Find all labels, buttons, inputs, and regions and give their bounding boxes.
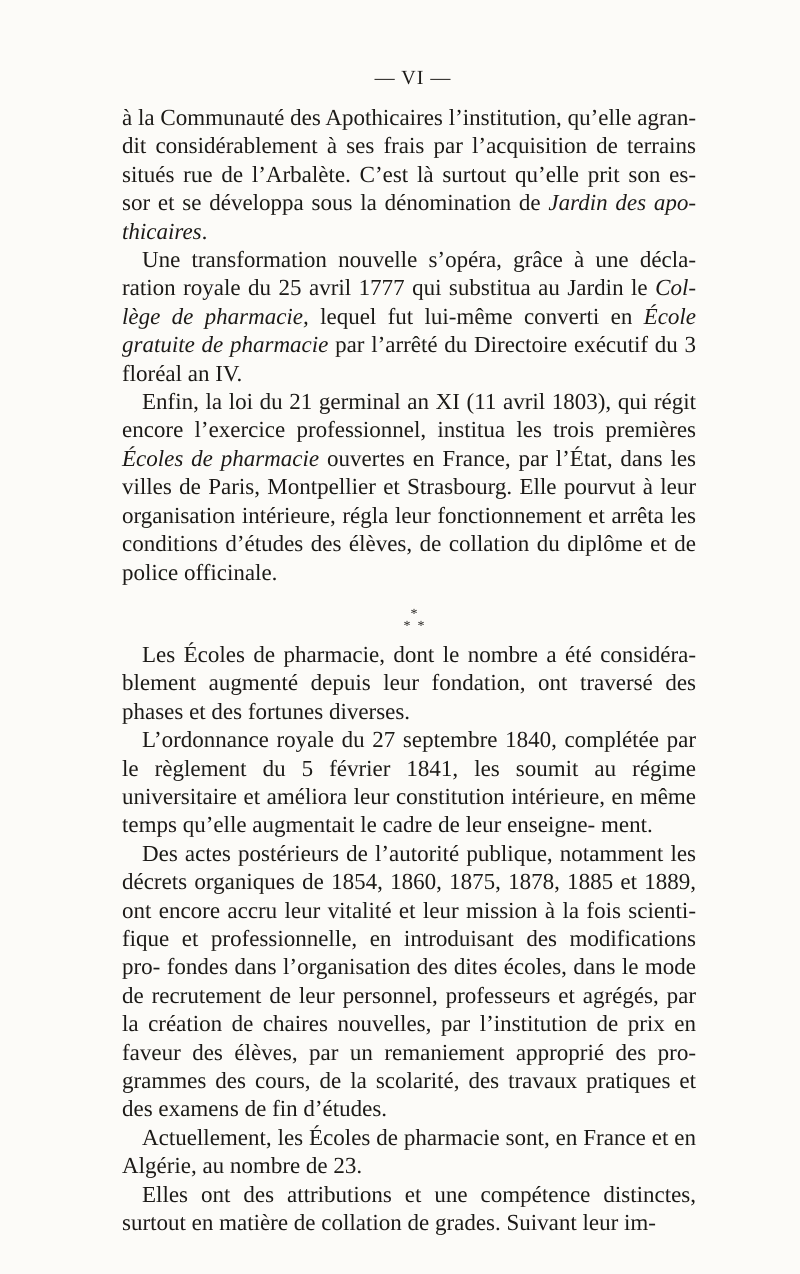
line: ration royale du 25 avril 1777 qui substitua au Jardin le (122, 275, 656, 301)
page-number: — VI — (374, 67, 452, 89)
line: blement augmenté depuis leur fondation, ont traversé des (122, 670, 696, 696)
line: L’ordonnance royale du 27 septembre 1840, complétée (142, 727, 659, 753)
line: et des examens de fin d’études. (122, 1068, 696, 1122)
italic-title: gratuite de pharmacie (122, 332, 329, 358)
paragraph-3 (122, 388, 696, 587)
italic-title: École (643, 303, 696, 329)
line: encore l’exercice professionnel, institua les trois premières (122, 417, 696, 443)
paragraph-7 (122, 1124, 696, 1181)
line: recrutement de leur personnel, professeurs et agrégés, par (151, 982, 696, 1008)
line: organisation intérieure, régla leur fonctionnement et arrêta (122, 502, 664, 528)
italic-title: Col- (655, 275, 696, 301)
line: par le règlement du 5 février 1841, les soumit au régime (122, 727, 697, 781)
line: de police officinale. (122, 531, 696, 585)
line: les décrets organiques de 1854, 1860, 1875, 1878, 1885 et 1889, (122, 840, 697, 895)
line: sor et se développa sous la dénomination de (122, 190, 549, 216)
line: phases et des fortunes diverses. (122, 698, 411, 724)
paragraph-1 (122, 104, 696, 246)
paragraph-2 (122, 246, 696, 388)
line: grammes des cours, de la scolarité, des travaux pratiques (122, 1068, 671, 1093)
line: . (201, 218, 208, 244)
line: surtout en matière de collation de grades. Suivant leur im- (122, 1210, 656, 1236)
line: 3 floréal an IV. (122, 332, 697, 386)
line: à la Communauté des Apothicaires l’institution, qu’elle agran- (122, 105, 696, 130)
line: Elles ont des attributions et une compétence distinctes, (142, 1181, 696, 1207)
line: faveur des élèves, par un remaniement approprié des pro- (122, 1039, 696, 1065)
line: Actuellement, les Écoles de pharmacie sont, en France et (142, 1124, 669, 1150)
line: par l’arrêté du Directoire exécutif du (328, 332, 678, 358)
paragraph-4 (122, 641, 696, 726)
italic-title: thicaires (122, 218, 202, 244)
line: les conditions d’études des élèves, de collation du diplôme et (122, 502, 697, 557)
line: villes de Paris, Montpellier et Strasbourg. Elle pourvut à leur (122, 474, 696, 500)
paragraph-6 (122, 840, 696, 1124)
paragraph-8 (122, 1181, 696, 1238)
italic-title: lège de pharmacie, (122, 303, 309, 329)
book-page (122, 64, 696, 1237)
asterisk-bottom: * * (403, 618, 425, 634)
line: situés rue de l’Arbalète. C’est là surtout qu’elle prit son es- (122, 161, 696, 187)
line: en Algérie, au nombre de 23. (122, 1124, 697, 1179)
line: Une transformation nouvelle s’opéra, grâce à une décla- (142, 247, 696, 273)
line: Enfin, la loi du 21 germinal an XI (11 avril 1803), qui régit (142, 389, 696, 415)
italic-title: Jardin des apo- (548, 190, 697, 216)
line: même temps qu’elle augmentait le cadre de leur enseigne- (122, 783, 697, 838)
line: fique et professionnelle, en introduisant des modifications pro- (122, 925, 696, 980)
line: la création de chaires nouvelles, par l’institution de prix en (122, 1011, 696, 1037)
italic-title: Écoles de pharmacie (122, 445, 320, 471)
line: ment. (600, 812, 653, 838)
section-separator-asterism (132, 587, 696, 641)
line: lequel fut lui-même converti en (308, 303, 644, 329)
line: ouvertes en France, par l’État, dans les (319, 445, 696, 471)
line: Des actes postérieurs de l’autorité publique, notamment (142, 840, 664, 866)
asterisk-top: * (410, 606, 418, 622)
line: fondes dans l’organisation des dites écoles, dans le mode de (122, 954, 697, 1008)
line: dit considérablement à ses frais par l’acquisition de terrains (122, 133, 696, 159)
line: ont encore accru leur vitalité et leur mission à la fois scienti- (122, 897, 696, 923)
paragraph-5 (122, 726, 696, 840)
line: universitaire et améliora leur constitution intérieure, en (122, 783, 634, 809)
line: Les Écoles de pharmacie, dont le nombre a été considéra- (142, 641, 696, 667)
